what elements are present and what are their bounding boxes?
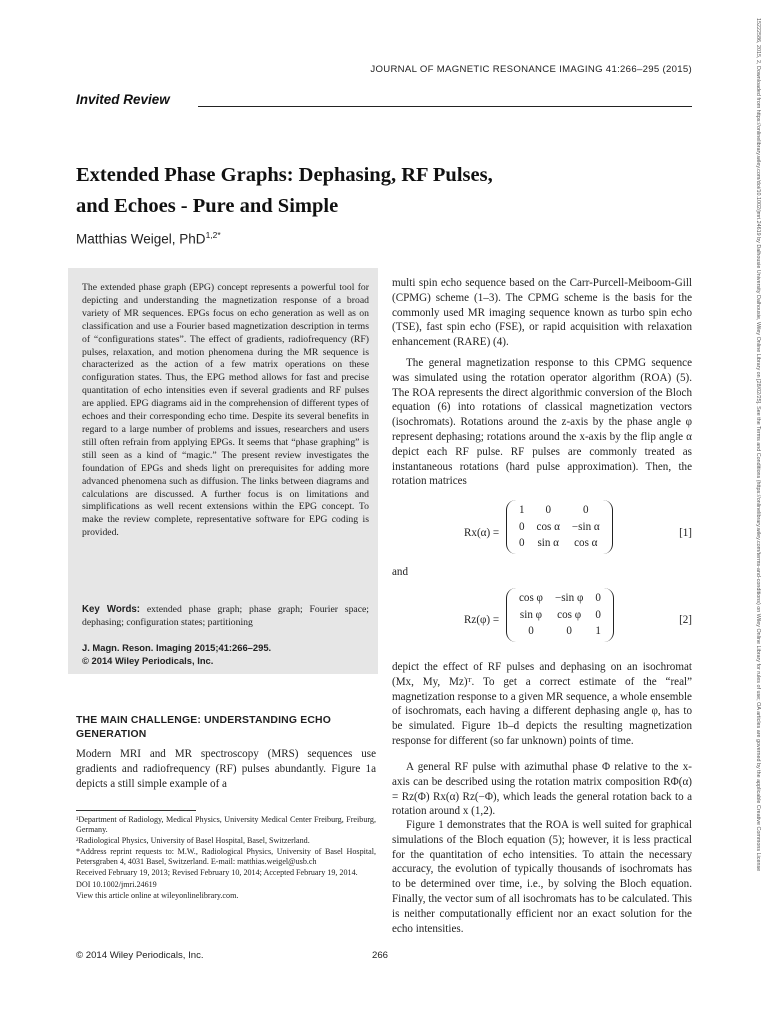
equation-2-matrix: [506, 588, 614, 642]
citation-line-1: J. Magn. Reson. Imaging 2015;41:266–295.: [82, 642, 272, 653]
author-affiliation-marks: 1,2*: [205, 230, 221, 240]
main-challenge-paragraph: Modern MRI and MR spectroscopy (MRS) sequences use gradients and radiofrequency (RF) pulses abundantly. Figure 1a depicts a still simple example of a: [76, 748, 376, 790]
keywords: [82, 604, 369, 630]
matrix-cell: 0: [595, 592, 601, 605]
keywords-list: extended phase graph; phase graph; Fourier space; dephasing; configuration states; partitioning: [82, 604, 369, 628]
equation-1-matrix: [506, 500, 613, 554]
right-paragraph-2: The general magnetization response to this CPMG sequence was simulated using the rotation operator algorithm (ROA) (5). The ROA represents the direct algorithmic conversion of the Bloch equation (6) into rotations of classical magnetization vectors (isochromats). Rotations around the z-axis by the phase angle φ represent dephasing; rotations around the x-axis by the flip angle α depict each RF pulse. RF pulses are commonly treated as instantaneous rotations (hard pulse approximation). Then, the rotation matrices: [392, 357, 692, 488]
matrix-cell: cos α: [574, 537, 598, 550]
footnote-2: ²Radiological Physics, University of Basel Hospital, Basel, Switzerland.: [76, 836, 310, 846]
matrix-cell: 0: [528, 625, 534, 638]
footnote-correspondence: *Address reprint requests to: M.W., Radiological Physics, University of Basel Hospital, Petersgraben 4, 4031 Basel, Switzerland. E-mail: matthias.weigel@usb.ch: [76, 847, 376, 867]
journal-running-head: JOURNAL OF MAGNETIC RESONANCE IMAGING 41:266–295 (2015): [370, 64, 692, 75]
author-name: Matthias Weigel, PhD: [76, 231, 206, 247]
matrix-cell: sin φ: [519, 608, 543, 621]
article-title: [76, 160, 676, 222]
page-number: 266: [372, 950, 389, 961]
author-line: [76, 230, 221, 247]
footnote-divider: [76, 810, 196, 811]
keywords-label: Key Words:: [82, 604, 141, 615]
matrix-cell: 0: [519, 520, 525, 533]
section-heading-main-challenge: THE MAIN CHALLENGE: UNDERSTANDING ECHO GENERATION: [76, 715, 332, 740]
matrix-cell: cos α: [536, 520, 560, 533]
matrix-cell: cos φ: [557, 608, 582, 621]
title-line-2: and Echoes - Pure and Simple: [76, 195, 339, 217]
equation-connector: and: [392, 566, 409, 578]
matrix-cell: 1: [595, 625, 601, 638]
abstract-text: The extended phase graph (EPG) concept represents a powerful tool for depicting and understanding the magnetization response of a broad variety of MR sequences. EPGs focus on echo generation as well as on classification and use a Fourier based magnetization description in terms of “configurations states”. The effect of gradients, radiofrequency (RF) pulses, relaxation, and motion phenomena during the MR sequence is characterized as the action of a few matrix operations on these configuration states. Thus, the EPG method allows for fast and precise quantitation of echo intensities even if several gradients and RF pulses are applied. EPG diagrams aid in the comprehension of different types of echoes and their corresponding echo time. Despite its several benefits in regard to a large number of problems and issues, researchers and users still often refrain from applying EPGs. It seems that “phase graphing” is still seen as a kind of “magic.” The present review investigates the foundation of EPGs and sheds light on prerequisites for adding more advanced phenomena such as diffusion. The links between diagrams and calculations are discussed. A further focus is on limitations and simplifications as well recent extensions within the EPG concept. To make the review complete, representative software for EPG coding is provided.: [82, 282, 369, 539]
equation-2-number: [2]: [679, 614, 692, 626]
footnotes: [76, 815, 376, 902]
matrix-cell: 0: [519, 537, 525, 550]
equation-2-lhs: Rz(φ) =: [464, 614, 500, 626]
citation: [82, 642, 369, 667]
download-notice: 15222586, 2015, 2, Downloaded from https://onlinelibrary.wiley.com/doi/10.1002/jmri.24619 by Dalhousie University Dalhousie, Wiley Online Library on [28/02/25]. See the Terms and Conditions (https://onlinelibrary.wiley.com/terms-and-conditions) on Wiley Online Library for rules of use; OA articles are governed by the applicable Creative Commons License: [755, 18, 761, 872]
matrix-cell: −sin α: [571, 520, 600, 533]
equation-1-number: [1]: [679, 527, 692, 539]
received-dates: Received February 19, 2013; Revised February 10, 2014; Accepted February 19, 2014.: [76, 868, 358, 878]
matrix-cell: sin α: [537, 537, 559, 550]
title-line-1: Extended Phase Graphs: Dephasing, RF Pulses,: [76, 164, 493, 186]
matrix-cell: cos φ: [519, 592, 543, 605]
matrix-cell: 0: [566, 625, 572, 638]
matrix-cell: 0: [595, 608, 601, 621]
right-paragraph-4: A general RF pulse with azimuthal phase Φ relative to the x-axis can be described using the rotation matrix composition RΦ(α) = Rz(Φ) Rx(α) Rz(−Φ), which leads the general rotation back to a rotation around x (1,2).: [392, 761, 692, 818]
matrix-cell: −sin φ: [554, 592, 584, 605]
matrix-cell: 0: [583, 504, 589, 517]
matrix-cell: 1: [519, 504, 525, 517]
doi: DOI 10.1002/jmri.24619: [76, 879, 157, 889]
footnote-1: ¹Department of Radiology, Medical Physics, University Medical Center Freiburg, Freiburg, Germany.: [76, 815, 376, 835]
section-label: Invited Review: [76, 92, 170, 107]
right-paragraph-3: depict the effect of RF pulses and dephasing on an isochromat (Mx, My, Mz)ᵀ. To get a correct estimate of the “real” magnetization response to a given MR sequence, a whole ensemble of isochromats, each having a different dephasing angle φ, has to be simulated. Figure 1b–d depicts the resulting magnetization response for different (so far unknown) points of time.: [392, 661, 692, 747]
right-paragraph-5: Figure 1 demonstrates that the ROA is well suited for graphical simulations of the Bloch equation (5); however, it is less practical for the quantitation of echo intensities. To attain the necessary accuracy, the evolution of typically thousands of isochromats has to be determined over time, i.e., by solving the Bloch equation. Finally, the vector sum of all isochromats has to be calculated. This is neither computationally efficient nor an exact solution for the echo intensities.: [392, 819, 692, 935]
footer-copyright: © 2014 Wiley Periodicals, Inc.: [76, 950, 204, 961]
citation-line-2: © 2014 Wiley Periodicals, Inc.: [82, 654, 214, 666]
matrix-cell: 0: [545, 504, 551, 517]
equation-1-lhs: Rx(α) =: [464, 527, 500, 539]
section-divider: [198, 106, 692, 107]
online-view: View this article online at wileyonlinelibrary.com.: [76, 890, 239, 900]
right-paragraph-1: multi spin echo sequence based on the Carr-Purcell-Meiboom-Gill (CPMG) scheme (1–3). The CPMG scheme is the basis for the commonly used MR imaging sequence known as turbo spin echo (TSE), fast spin echo (FSE), or rapid acquisition with relaxation enhancement (RARE) (4).: [392, 277, 692, 349]
